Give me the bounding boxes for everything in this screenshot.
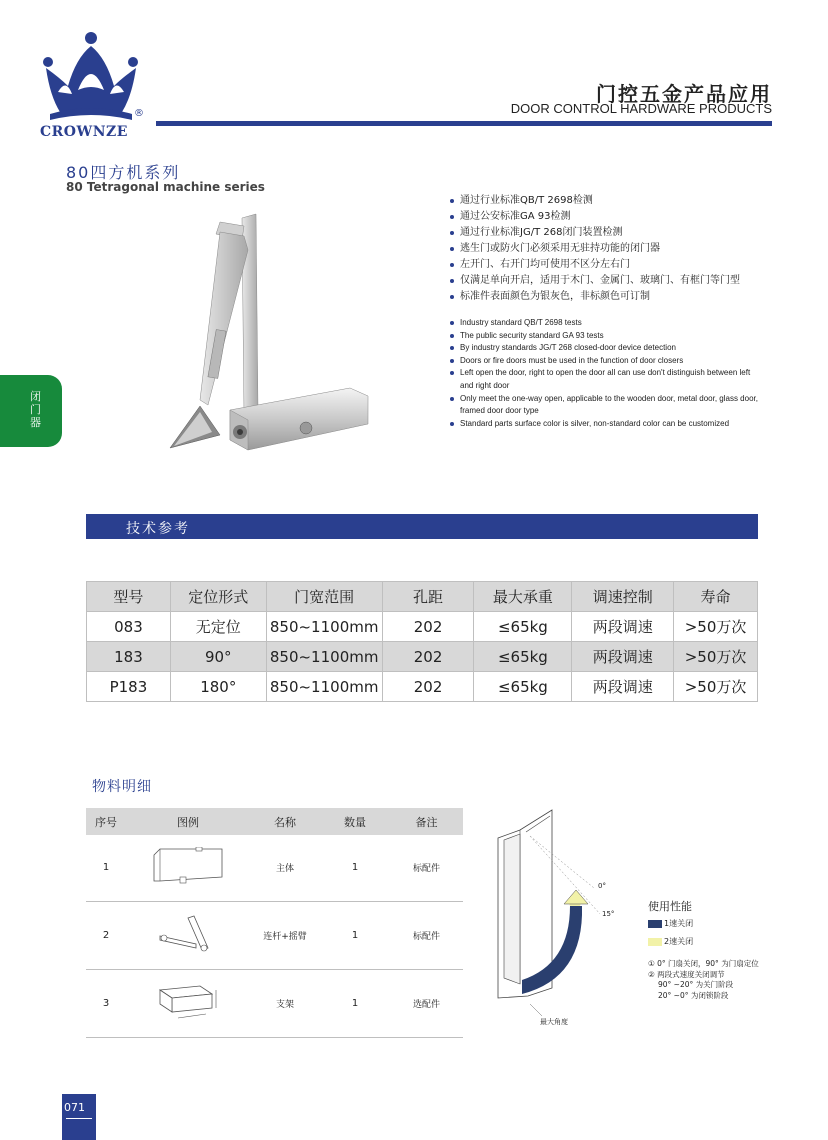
side-tab-label: 闭门器 xyxy=(30,390,41,429)
feature-zh-item: 通过行业标准QB/T 2698检测 xyxy=(448,193,740,209)
mat-col-no: 序号 xyxy=(86,808,126,835)
legend-label: 1速关闭 xyxy=(664,919,694,928)
spec-cell: 两段调速 xyxy=(572,612,674,642)
header-rule xyxy=(156,121,772,126)
mat-cell-name: 支架 xyxy=(250,969,320,1037)
materials-row xyxy=(86,901,463,969)
mat-cell-note: 标配件 xyxy=(390,835,463,901)
mat-cell-name: 主体 xyxy=(250,835,320,901)
spec-cell: >50万次 xyxy=(674,612,758,642)
usage-note: 90° ~20° 为关门阶段 xyxy=(658,980,734,989)
spec-cell: 两段调速 xyxy=(572,672,674,702)
mat-col-name: 名称 xyxy=(250,808,320,835)
closer-body-icon xyxy=(152,847,224,885)
materials-header-row xyxy=(86,808,463,835)
materials-table xyxy=(86,808,463,1038)
spec-cell: 183 xyxy=(87,642,171,672)
usage-notes xyxy=(648,959,759,1001)
spec-cell: 202 xyxy=(382,612,474,642)
mat-cell-figure xyxy=(126,969,250,1037)
spec-cell: 202 xyxy=(382,642,474,672)
materials-row xyxy=(86,969,463,1037)
mat-cell-no: 3 xyxy=(86,969,126,1037)
mat-cell-figure xyxy=(126,835,250,901)
spec-col-speed-control: 调速控制 xyxy=(572,582,674,612)
spec-cell: 850~1100mm xyxy=(266,672,382,702)
usage-note: ① 0° 门扇关闭，90° 为门扇定位 xyxy=(648,959,759,968)
legend-swatch xyxy=(648,920,662,928)
feature-zh-item: 标准件表面颜色为银灰色，非标颜色可订制 xyxy=(448,289,740,305)
feature-zh-item: 逃生门或防火门必须采用无驻持功能的闭门器 xyxy=(448,241,740,257)
usage-note: 20° ~0° 为闭锁阶段 xyxy=(658,990,729,1000)
door-closing-diagram xyxy=(490,808,650,1038)
spec-cell: ≤65kg xyxy=(474,612,572,642)
feature-zh-item: 通过公安标准GA 93检测 xyxy=(448,209,740,225)
legend-item xyxy=(648,918,693,929)
spec-cell: 两段调速 xyxy=(572,642,674,672)
mat-cell-qty: 1 xyxy=(320,901,390,969)
spec-cell: P183 xyxy=(87,672,171,702)
spec-col-model: 型号 xyxy=(87,582,171,612)
mat-cell-no: 2 xyxy=(86,901,126,969)
materials-row xyxy=(86,835,463,901)
spec-row xyxy=(87,642,758,672)
spec-cell: >50万次 xyxy=(674,642,758,672)
spec-cell: 90° xyxy=(170,642,266,672)
spec-row xyxy=(87,612,758,642)
spec-col-lifetime: 寿命 xyxy=(674,582,758,612)
mat-cell-qty: 1 xyxy=(320,969,390,1037)
feature-en-item: The public security standard GA 93 tests xyxy=(448,330,758,343)
brand-name: CROWNZE xyxy=(40,124,128,140)
door-closer-product-image xyxy=(160,210,380,470)
spec-col-door-width: 门宽范围 xyxy=(266,582,382,612)
mat-cell-name: 连杆+摇臂 xyxy=(250,901,320,969)
header-title-zh: 门控五金产品应用 xyxy=(596,82,772,106)
spec-cell: 850~1100mm xyxy=(266,642,382,672)
spec-col-max-load: 最大承重 xyxy=(474,582,572,612)
angle-15-label: 15° xyxy=(602,910,615,918)
feature-zh-item: 仅满足单向开启，适用于木门、金属门、玻璃门、有框门等门型 xyxy=(448,273,740,289)
spec-col-positioning: 定位形式 xyxy=(170,582,266,612)
feature-zh-item: 通过行业标准JG/T 268闭门装置检测 xyxy=(448,225,740,241)
usage-note: ② 两段式速度关闭调节 xyxy=(648,969,725,979)
feature-en-item: Industry standard QB/T 2698 tests xyxy=(448,317,758,330)
feature-en-item: Doors or fire doors must be used in the function of door closers xyxy=(448,355,758,368)
page-number: 071 xyxy=(64,1101,85,1114)
usage-title: 使用性能 xyxy=(648,900,692,913)
series-title-en: 80 Tetragonal machine series xyxy=(66,180,265,194)
link-arm-icon xyxy=(158,914,218,954)
registered-mark: ® xyxy=(134,108,144,119)
spec-col-hole-distance: 孔距 xyxy=(382,582,474,612)
feature-en-item: Standard parts surface color is silver, non-standard color can be customized xyxy=(448,418,758,431)
spec-cell: ≤65kg xyxy=(474,642,572,672)
mat-cell-note: 选配件 xyxy=(390,969,463,1037)
feature-zh-item: 左开门、右开门均可使用不区分左右门 xyxy=(448,257,740,273)
mat-col-qty: 数量 xyxy=(320,808,390,835)
spec-cell: 083 xyxy=(87,612,171,642)
spec-cell: >50万次 xyxy=(674,672,758,702)
mat-cell-note: 标配件 xyxy=(390,901,463,969)
spec-header-row xyxy=(87,582,758,612)
feature-en-item: Only meet the one-way open, applicable to the wooden door, metal door, glass door, framed door door type xyxy=(448,393,758,418)
angle-0-label: 0° xyxy=(598,882,606,890)
spec-cell: 180° xyxy=(170,672,266,702)
bracket-icon xyxy=(156,980,220,1024)
mat-col-note: 备注 xyxy=(390,808,463,835)
spec-row xyxy=(87,672,758,702)
feature-en-item: By industry standards JG/T 268 closed-door device detection xyxy=(448,342,758,355)
spec-cell: 850~1100mm xyxy=(266,612,382,642)
mat-cell-no: 1 xyxy=(86,835,126,901)
max-angle-label: 最大角度 xyxy=(540,1018,568,1026)
mat-cell-figure xyxy=(126,901,250,969)
mat-cell-qty: 1 xyxy=(320,835,390,901)
mat-col-figure: 图例 xyxy=(126,808,250,835)
spec-cell: ≤65kg xyxy=(474,672,572,702)
spec-cell: 无定位 xyxy=(170,612,266,642)
materials-title: 物料明细 xyxy=(92,779,152,795)
feature-en-item: Left open the door, right to open the door all can use don't distinguish between left and right door xyxy=(448,367,758,392)
features-en-list xyxy=(448,317,758,430)
tech-section-title: 技术参考 xyxy=(126,521,190,537)
page-number-rule xyxy=(66,1118,92,1119)
spec-cell: 202 xyxy=(382,672,474,702)
legend-item xyxy=(648,936,693,947)
legend-swatch xyxy=(648,938,662,946)
series-title-zh: 80四方机系列 xyxy=(66,163,181,182)
spec-table xyxy=(86,581,758,702)
header-title-en: DOOR CONTROL HARDWARE PRODUCTS xyxy=(510,101,772,116)
features-zh-list xyxy=(448,193,740,305)
legend-label: 2速关闭 xyxy=(664,937,694,946)
